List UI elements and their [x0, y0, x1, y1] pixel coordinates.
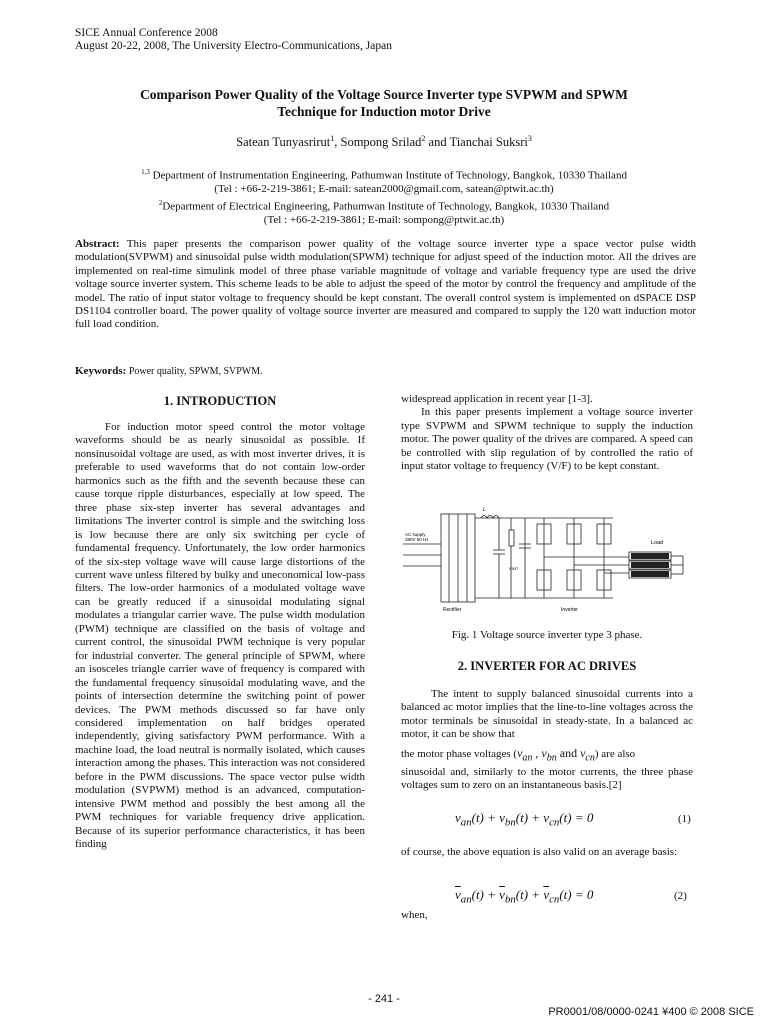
- phase-voltages-suffix: ) are also: [594, 748, 636, 760]
- phase-voltages-prefix: the motor phase voltages (: [401, 748, 518, 760]
- section-2-heading: 2. INVERTER FOR AC DRIVES: [457, 659, 637, 673]
- intro-paragraph-2: In this paper presents implement a voltage source inverter type SVPWM and SPWM technique to supply the induction motor. The power quality of the drives are compared. A speed can be controlled with slip regulation of by controlled the ratio of input stator voltage to frequency (V/F) to be kept constant.: [401, 406, 693, 473]
- section-1-continued: [401, 393, 693, 474]
- affiliation-2-contact: (Tel : +66-2-219-3861; E-mail: sompong@ptwit.ac.th): [263, 213, 505, 226]
- inverter-label: Inverter: [561, 607, 578, 613]
- affiliation-1-text: Department of Instrumentation Engineering, Pathumwan Institute of Technology, Bangkok, 10330 Thailand: [149, 169, 627, 182]
- phase-voltages-symbols: $v_{an}$ , $v_{bn}$ and $v_{cn}$: [517, 746, 595, 764]
- affiliations: [60, 166, 708, 227]
- section-2-when: when,: [401, 909, 428, 921]
- title-line-1: Comparison Power Quality of the Voltage Source Inverter type SVPWM and SPWM: [140, 87, 628, 102]
- intro-continuation: widespread application in recent year [1-3].: [401, 393, 593, 405]
- affiliation-2-text: Department of Electrical Engineering, Pathumwan Institute of Technology, Bangkok, 10330 Thailand: [162, 200, 610, 213]
- author-1-sup: 1: [330, 134, 335, 143]
- affiliation-1: [60, 166, 708, 183]
- intro-paragraph: For induction motor speed control the motor voltage waveforms should be as nearly sinusoidal as possible. If nonsinusoidal voltage are used, as with most inverter drives, it is preferable to used waveforms that do not contain low-order harmonics such as the fifth and the seventh because these can cause torque ripple disturbances, especially at low speed. The three phase six-step inverter has several advantages and limitations The inverter control is simple and the switching loss is low because there are only six switching per cycle of fundamental frequency. Unfortunately, the low order harmonics of the six-step voltage wave will cause large distortions of the current wave unless filtered by bulky and uneconomical low-pass filters. The low-order harmonics of a modulated voltage wave can be greatly reduced if a sinusoidal modulating signal modulates a triangular carrier wave. The pulse width modulation (PWM) technique are classified on the basis of voltage and current control, the sinusoidal PWM technique is very popular for industrial converter. The general principle of SPWM, where an isosceles triangle carrier wave of frequency is compared with the fundamental frequency sinusoidal modulating wave, and the points of intersection determine the switching point of power devices. The PWM methods discussed so far have only considered implementation on half bridges operated independently, giving satisfactory PWM performance. With a machine load, the load neutral is normally isolated, which causes interaction among the phases. This interaction was not considered before in the PWM discussions. The space vector pulse width modulation (SVPWM) method is an advanced, computation-intensive PWM method and possibly the best among all the PWM techniques for variable frequency drive application. Because of its superior performance characteristics, it has been finding: [75, 421, 365, 851]
- equation-2: $\overline{v}_{an}(t) + \overline{v}_{bn}(t) + \overline{v}_{cn}(t) = 0$: [455, 887, 594, 906]
- paper-title: [60, 86, 708, 120]
- conference-date-venue: August 20-22, 2008, The University Electro-Communications, Japan: [75, 40, 392, 52]
- author-3: and Tianchai Suksri: [425, 135, 528, 150]
- affiliation-2: [60, 197, 708, 214]
- author-list: [60, 134, 708, 150]
- ac-supply-spec: 380V 50 Hz: [405, 537, 429, 542]
- affiliation-1-sup: 1,3: [141, 168, 150, 176]
- ac-supply-label: AC supply: [405, 532, 426, 537]
- section-2-paragraph-1: The intent to supply balanced sinusoidal currents into a balanced ac motor implies that the line-to-line voltages across the motor terminals be sinusoidal in steady-state. In a balanced ac motor, it can be show that: [401, 688, 693, 741]
- affiliation-1-contact: (Tel : +66-2-219-3861; E-mail: satean2000@gmail.com, satean@ptwit.ac.th): [214, 183, 554, 196]
- abstract-text: This paper presents the comparison power quality of the voltage source inverter type a space vector pulse width modulation(SVPWM) and sinusoidal pulse width modulation(SPWM) technique for adjust speed of the induction motor. All the drives are implemented on real-time simulink model of three phase variable magnitude of voltage and variable frequency type are used the drive voltage source inverter system. This scheme leads to be able to adjust the speed of the motor by control the frequency and amplitude of the model. The ratio of input stator voltage to frequency should be kept constant. The overall control system is implemented on dSPACE DSP DS1104 controller board. The power quality of voltage source inverter are measured and compared to supply the 120 watt induction motor full load condition.: [75, 238, 696, 331]
- author-1: Satean Tunyasrirut: [236, 135, 331, 150]
- equation-1: $v_{an}(t) + v_{bn}(t) + v_{cn}(t) = 0$: [455, 810, 594, 829]
- section-1-body: [75, 421, 365, 852]
- phase-voltages-line: [401, 747, 693, 765]
- keywords-label: Keywords:: [75, 365, 127, 377]
- section-2-paragraph-1c: sinusoidal and, similarly to the motor currents, the three phase voltages sum to zero on an instantaneous basis.[2]: [401, 766, 693, 792]
- igbt-label: IGBT: [509, 566, 519, 571]
- title-line-2: Technique for Induction motor Drive: [277, 104, 491, 119]
- abstract: [75, 238, 696, 332]
- page-number: - 241 -: [368, 993, 400, 1005]
- keywords-text: Power quality, SPWM, SVPWM.: [126, 366, 263, 377]
- abstract-label: Abstract:: [75, 238, 120, 250]
- load-label: Load: [651, 540, 664, 546]
- section-2-body: [401, 688, 693, 742]
- copyright-code: PR0001/08/0000-0241 ¥400 © 2008 SICE: [548, 1006, 754, 1018]
- keywords: [75, 365, 263, 377]
- equation-2-number: (2): [674, 890, 687, 902]
- section-2-paragraph-2: of course, the above equation is also valid on an average basis:: [401, 846, 678, 858]
- author-2-sup: 2: [421, 134, 426, 143]
- author-2: , Sompong Srilad: [334, 135, 422, 150]
- rectifier-label: Rectifier: [443, 607, 462, 613]
- equation-1-number: (1): [678, 813, 691, 825]
- section-1-heading: 1. INTRODUCTION: [163, 394, 277, 408]
- figure-1-caption: Fig. 1 Voltage source inverter type 3 phase.: [451, 629, 643, 641]
- conference-name: SICE Annual Conference 2008: [75, 27, 218, 39]
- author-3-sup: 3: [527, 134, 532, 143]
- affiliation-2-sup: 2: [158, 198, 163, 207]
- figure-1-circuit: [401, 500, 701, 615]
- inductor-label: L: [483, 507, 486, 513]
